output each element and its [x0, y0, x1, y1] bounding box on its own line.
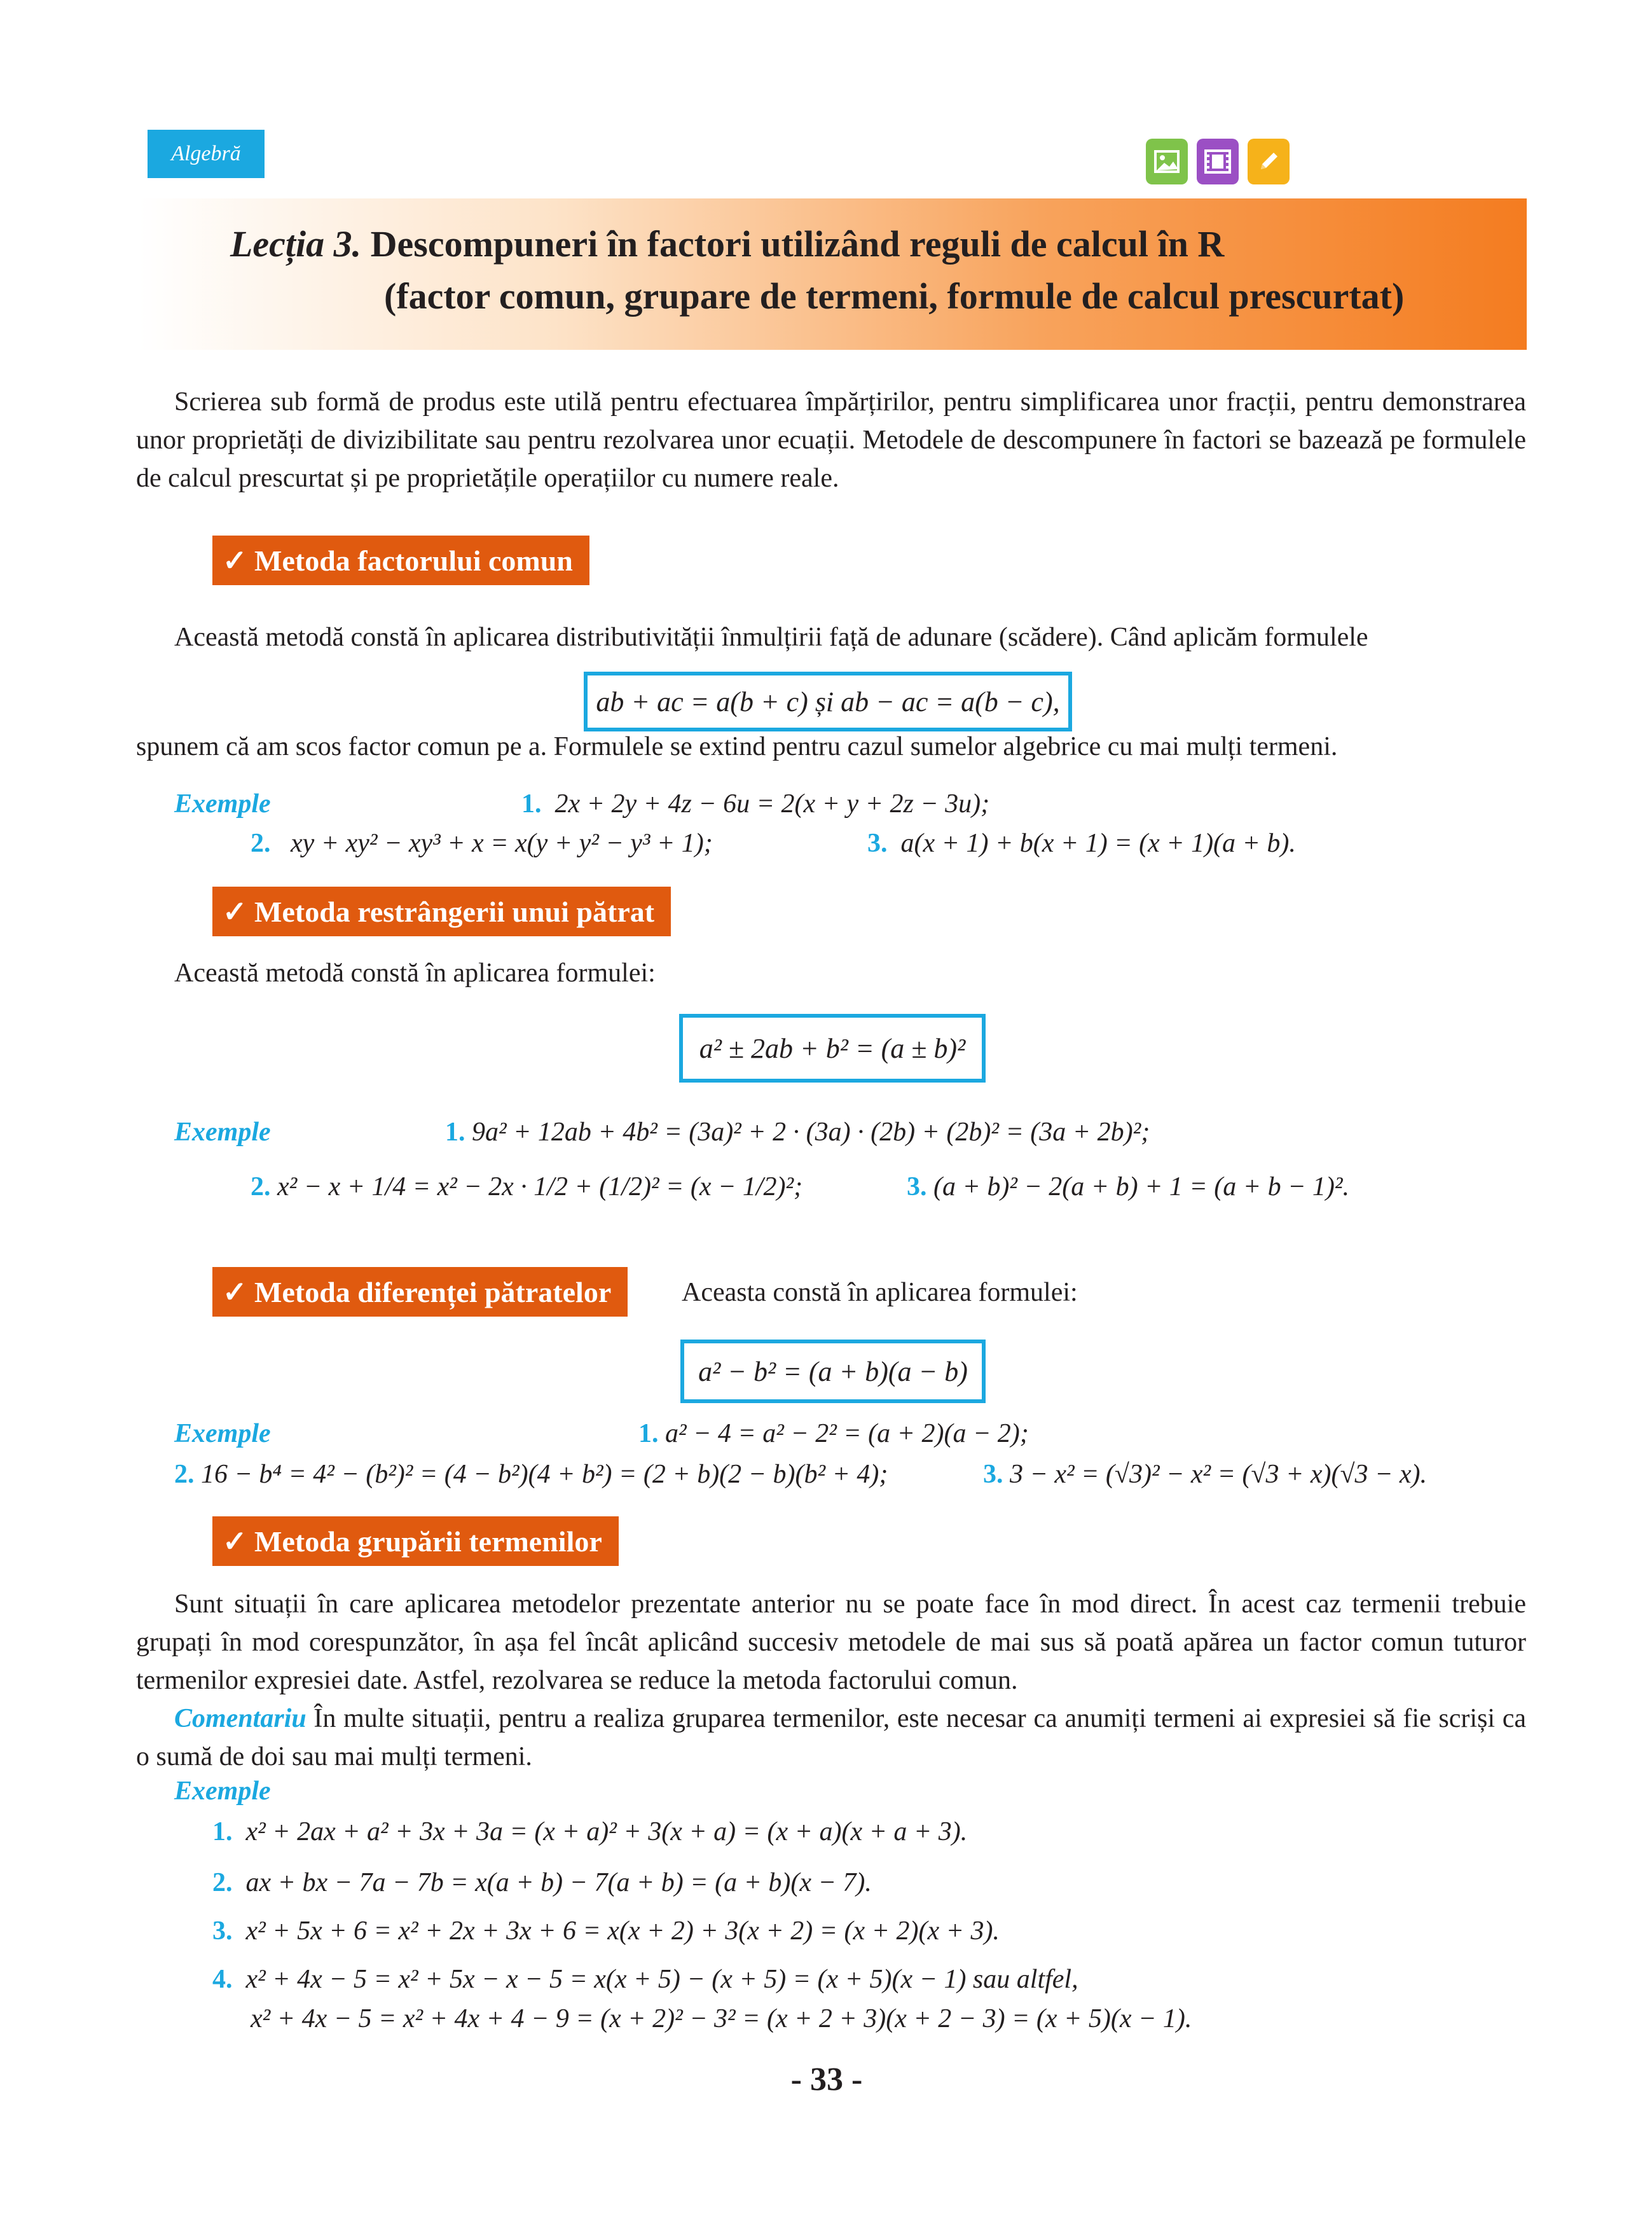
- film-icon[interactable]: [1197, 139, 1239, 184]
- example-number: 1.: [638, 1419, 659, 1448]
- formula: a² ± 2ab + b² = (a ± b)²: [699, 1032, 966, 1064]
- example-expression: x² + 5x + 6 = x² + 2x + 3x + 6 = x(x + 2) + 3(x + 2) = (x + 2)(x + 3).: [245, 1916, 1000, 1946]
- example-number: 1.: [445, 1118, 465, 1147]
- lesson-title-line1: Descompuneri în factori utilizând reguli de calcul în R: [370, 223, 1225, 265]
- lesson-title: [230, 223, 1224, 265]
- formula-box: [679, 1014, 986, 1083]
- example-number: 2.: [251, 829, 271, 858]
- example-3: [907, 1172, 1349, 1202]
- example-number: 1.: [212, 1817, 233, 1846]
- section-text: spunem că am scos factor comun pe a. Formulele se extind pentru cazul sumelor algebrice cu mai mulți termeni.: [136, 732, 1338, 761]
- example-number: 2.: [251, 1172, 271, 1201]
- comment-text: În multe situații, pentru a realiza gruparea termenilor, este necesar ca anumiți termeni ai expresiei să fie scriși ca o sumă de doi sau mai mulți termeni.: [136, 1704, 1526, 1771]
- example-expression: a² − 4 = a² − 2² = (a + 2)(a − 2);: [665, 1419, 1029, 1448]
- formula-box: [680, 1340, 986, 1403]
- example-expression: x² − x + 1/4 = x² − 2x · 1/2 + (1/2)² = (x − 1/2)²;: [277, 1172, 803, 1201]
- section-header-difference-of-squares: ✓ Metoda diferenței pătratelor: [212, 1267, 628, 1317]
- section-header-grouping: ✓ Metoda grupării termenilor: [212, 1516, 619, 1566]
- comment-paragraph: [136, 1700, 1526, 1776]
- example-number: 2.: [174, 1460, 195, 1489]
- example-2: [251, 1172, 802, 1202]
- subject-tag: Algebră: [148, 130, 265, 178]
- section-text: Aceasta constă în aplicarea formulei:: [682, 1278, 1078, 1307]
- section-text: Această metodă constă în aplicarea distributivității înmulțirii față de adunare (scădere). Când aplicăm formulele: [174, 623, 1368, 652]
- formula: ab + ac = a(b + c) și ab − ac = a(b − c),: [596, 686, 1060, 717]
- example-expression: 16 − b⁴ = 4² − (b²)² = (4 − b²)(4 + b²) = (2 + b)(2 − b)(b² + 4);: [201, 1460, 888, 1489]
- example-1: [212, 1817, 967, 1847]
- example-expression: x² + 2ax + a² + 3x + 3a = (x + a)² + 3(x + a) = (x + a)(x + a + 3).: [245, 1817, 968, 1846]
- section-header-common-factor: ✓ Metoda factorului comun: [212, 536, 589, 585]
- example-number: 3.: [867, 829, 888, 858]
- title-banner: [139, 198, 1527, 350]
- section-text: Această metodă constă în aplicarea formulei:: [174, 959, 656, 988]
- comment-label: Comentariu: [174, 1704, 306, 1733]
- examples-label: Exemple: [174, 789, 271, 819]
- example-number: 2.: [212, 1868, 233, 1897]
- example-number: 3.: [983, 1460, 1003, 1489]
- page-number: - 33 -: [790, 2061, 863, 2098]
- example-expression: 3 − x² = (√3)² − x² = (√3 + x)(√3 − x).: [1010, 1460, 1427, 1489]
- example-expression: 9a² + 12ab + 4b² = (3a)² + 2 · (3a) · (2b) + (2b)² = (3a + 2b)²;: [472, 1118, 1150, 1147]
- example-number: 4.: [212, 1965, 233, 1994]
- intro-paragraph: Scrierea sub formă de produs este utilă pentru efectuarea împărțirilor, pentru simplificarea unor fracții, pentru demonstrarea unor proprietăți de divizibilitate sau pentru rezolvarea unor ecuații. Metodele de descompunere în factori se bazează pe formulele de calcul prescurtat și pe proprietățile operațiilor cu numere reale.: [136, 387, 1526, 493]
- example-expression: 2x + 2y + 4z − 6u = 2(x + y + 2z − 3u);: [554, 789, 990, 819]
- examples-label: Exemple: [174, 1776, 271, 1806]
- section-header-perfect-square: ✓ Metoda restrângerii unui pătrat: [212, 887, 671, 936]
- example-4: [212, 1964, 1078, 1995]
- section-text: Sunt situații în care aplicarea metodelor prezentate anterior nu se poate face în mod direct. În acest caz termenii trebuie grupați în mod corespunzător, în așa fel încât aplicând succesiv metodele de mai sus să poată apărea un factor comun tuturor termenilor expresiei date. Astfel, rezolvarea se reduce la metoda factorului comun.: [136, 1589, 1526, 1695]
- example-1: [638, 1418, 1029, 1449]
- example-number: 1.: [521, 789, 542, 819]
- example-expression: xy + xy² − xy³ + x = x(y + y² − y³ + 1);: [291, 829, 713, 858]
- example-1: [521, 789, 989, 819]
- examples-label: Exemple: [174, 1118, 271, 1147]
- example-3: [983, 1459, 1427, 1490]
- formula: a² − b² = (a + b)(a − b): [698, 1355, 968, 1387]
- formula-box: [584, 672, 1072, 731]
- example-expression: (a + b)² − 2(a + b) + 1 = (a + b − 1)².: [933, 1172, 1349, 1201]
- lesson-number: Lecția 3.: [230, 223, 362, 265]
- lesson-title-line2: (factor comun, grupare de termeni, formule de calcul prescurtat): [384, 275, 1405, 317]
- example-4-alt: x² + 4x − 5 = x² + 4x + 4 − 9 = (x + 2)² − 3² = (x + 2 + 3)(x + 2 − 3) = (x + 5)(x − 1).: [251, 2004, 1192, 2033]
- resource-icons: [1146, 139, 1290, 184]
- examples-label: Exemple: [174, 1419, 271, 1448]
- example-expression: x² + 4x − 5 = x² + 5x − x − 5 = x(x + 5) − (x + 5) = (x + 5)(x − 1) sau altfel,: [245, 1965, 1078, 1994]
- pencil-icon[interactable]: [1248, 139, 1290, 184]
- example-3: [212, 1916, 1000, 1946]
- example-2: [174, 1459, 888, 1490]
- example-expression: a(x + 1) + b(x + 1) = (x + 1)(a + b).: [900, 829, 1296, 858]
- example-number: 3.: [907, 1172, 927, 1201]
- image-icon[interactable]: [1146, 139, 1188, 184]
- example-1: [445, 1117, 1150, 1147]
- example-2: [251, 828, 713, 859]
- example-3: [867, 828, 1296, 859]
- example-2: [212, 1867, 872, 1898]
- example-number: 3.: [212, 1916, 233, 1946]
- example-expression: ax + bx − 7a − 7b = x(a + b) − 7(a + b) = (a + b)(x − 7).: [245, 1868, 872, 1897]
